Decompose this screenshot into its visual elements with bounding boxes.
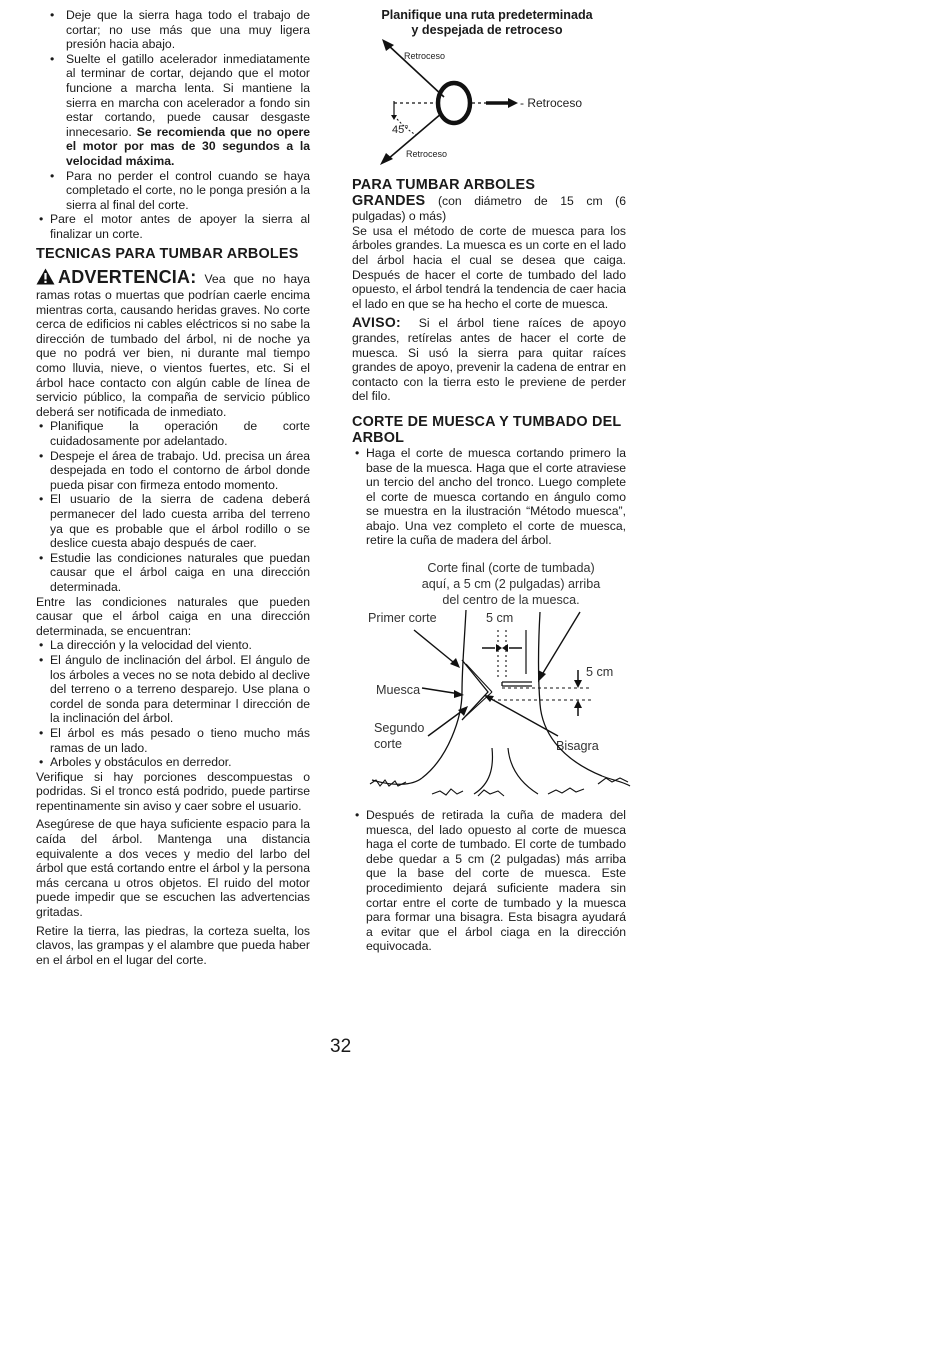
fig1-label-angle: 45° xyxy=(392,124,409,137)
advertencia-paragraph xyxy=(36,268,310,420)
plan-bullet-list xyxy=(36,419,310,594)
fig1-label-right: - Retroceso xyxy=(520,96,583,111)
intro-bullet-list-outer xyxy=(36,212,310,241)
fig1-caption: Planifique una ruta predeterminada y despejada de retroceso xyxy=(381,8,593,37)
fig2-label-primer: Primer corte xyxy=(368,611,437,626)
natural-intro: Entre las condiciones naturales que pueden causar que el árbol caiga en una dirección determinada, se encuentran: xyxy=(36,594,310,638)
kickback-route-diagram xyxy=(366,39,616,165)
fig2-label-segundo: Segundo xyxy=(374,721,425,736)
fig2-label-segundo-corte: corte xyxy=(374,737,402,752)
advertencia-label: ADVERTENCIA: xyxy=(58,266,197,287)
fig2-label-5cm-right: 5 cm xyxy=(586,665,614,680)
natural-bullet-list xyxy=(36,638,310,769)
corte-bullet: • Haga el corte de muesca cortando primero la base de la muesca. Haga que el corte atraviese un tercio del ancho del tronco. Luego complete el corte de muesca cortando en ángulo como se muestra en la ilustración “Método muesca”, abajo. Una vez completo el corte de muesca, retire la cuña de madera del árbol. xyxy=(352,446,626,548)
despues-bullet: • Después de retirada la cuña de madera del muesca, del lado opuesto al corte de muesca haga el corte de tumbado. El corte de tumbado debe quedar a 5 cm (2 pulgadas) más arriba que la base del corte de muesca. Este procedimiento dejará suficiente madera sin cortar entre el corte de tumbado y la muesca para formar una bisagra. Esta bisagra ayudará a evitar que el árbol ciaga en la dirección equivocada. xyxy=(352,808,626,954)
fig1-label-top: Retroceso xyxy=(404,51,446,62)
intro-bullet: • Para no perder el control cuando se haya completado el corte, no le ponga presión a la sierra al final del corte. xyxy=(36,169,310,213)
corte-heading: CORTE DE MUESCA Y TUMBADO DEL ARBOL xyxy=(352,413,622,446)
fig2-caption: Corte final (corte de tumbada) aquí, a 5 cm (2 pulgadas) arriba del centro de la muesca. xyxy=(421,561,601,608)
natural-bullet: • El ángulo de inclinación del árbol. El ángulo de los árboles a veces no se nota debido al declive del terreno o a terreno desparejo. Use plana o cordel de sonda para determinar l dirección de la inclinación del árbol. xyxy=(36,653,310,726)
para-tumbar-heading: PARA TUMBAR ARBOLES xyxy=(352,177,536,194)
intro-bullet-list xyxy=(36,8,310,212)
retire-paragraph: Retire la tierra, las piedras, la corteza suelta, los clavos, las grampas y el alambre que pueda haber en el árbol en el lugar del corte. xyxy=(36,923,310,967)
grandes-heading: GRANDES xyxy=(352,193,426,210)
right-column xyxy=(352,8,626,954)
intro-bullet: • Suelte el gatillo acelerador inmediatamente al terminar de cortar, dejando que el motor funcione a marcha lenta. Si mantiene la sierra en marcha con acelerador a fondo sin estar cortando, puede causar desgaste innecesario. Se recomienda que no opere el motor por mas de 30 segundos a la velocidad máxima. xyxy=(36,52,310,169)
fig2-label-5cm-top: 5 cm xyxy=(486,611,514,626)
tecnicas-heading: TECNICAS PARA TUMBAR ARBOLES xyxy=(36,245,299,262)
page-number: 32 xyxy=(330,1036,352,1057)
natural-bullet: • Arboles y obstáculos en derredor. xyxy=(36,755,310,770)
notch-method-diagram xyxy=(362,608,632,804)
aviso-label: AVISO: xyxy=(352,314,401,331)
plan-bullet: • Estudie las condiciones naturales que puedan causar que el árbol caiga en una dirección determinada. xyxy=(36,551,310,595)
despues-bullet-list xyxy=(352,808,626,954)
natural-bullet: • El árbol es más pesado o tieno mucho más ramas de un lado. xyxy=(36,726,310,755)
verifique-paragraph: Verifique si hay porciones descompuestas o podridas. Si el tronco está podrido, puede partirse repentinamente sin aviso y caer sobre el usuario. xyxy=(36,769,310,813)
bold-recommendation: Se recomienda que no opere el motor por mas de 30 segundos a la velocidad máxima. xyxy=(66,124,310,168)
advertencia-text: Vea que no haya ramas rotas o muertas que podrían caerle encima mientras corta, causando heridas graves. No corte cerca de edificios ni cables eléctricos si no sabe la dirección de tumbado del árbol, ni de noche ya que no podrá ver bien, ni durante mal tiempo como lluvia, nieve, o vientos fuertes, etc. Si el árbol hace contacto con algún cable de línea de servicio público, la compaña de servicio público deberá ser notificada de inmediato. xyxy=(36,271,310,419)
plan-bullet: • El usuario de la sierra de cadena deberá permanecer del lado cuesta arriba del terreno ya que es probable que el árbol rodillo o se deslice cuesta abajo después de caer. xyxy=(36,492,310,550)
asegurese-paragraph: Asegúrese de que haya suficiente espacio para la caída del árbol. Mantenga una distancia equivalente a dos veces y medio del larbo del árbol que está cortando entre el árbol y la persona más cercana u otros objetos. El ruido del motor puede impedir que se escuchen las advertencias gritadas. xyxy=(36,817,310,920)
warning-triangle-icon xyxy=(36,268,55,289)
grandes-line xyxy=(352,193,626,224)
tree-trunk-circle xyxy=(438,83,470,123)
natural-bullet: • La dirección y la velocidad del viento. xyxy=(36,638,310,653)
plan-bullet: • Planifique la operación de corte cuidadosamente por adelantado. xyxy=(36,419,310,448)
fig1-label-bottom: Retroceso xyxy=(406,149,448,160)
plan-bullet: • Despeje el área de trabajo. Ud. precisa un área despejada en todo el contorno de árbol donde pueda pisar con firmeza entodo momento. xyxy=(36,449,310,493)
corte-bullet-list xyxy=(352,446,626,548)
aviso-paragraph: AVISO: Si el árbol tiene raíces de apoyo grandes, retírelas antes de hacer el corte de muesca. Si usó la sierra para quitar raíces grandes de apoyo, prevenir la cadena de entrar en contacto con la tierra esto le previene de perder del filo. xyxy=(352,314,626,404)
grandes-paragraph: Se usa el método de corte de muesca para los árboles grandes. La muesca es un corte en el lado del árbol hacia el cual se desea que caiga. Después de hacer el corte de tumbado del lado opuesto, el árbol tendrá la tendencia de caer hacia el lado en que se ha hecho el corte de muesca. xyxy=(352,223,626,311)
grandes-suffix: (con diámetro de 15 cm (6 pulgadas) o más) xyxy=(352,194,626,224)
fig2-label-muesca: Muesca xyxy=(376,683,421,698)
intro-bullet: • Pare el motor antes de apoyer la sierra al finalizar un corte. xyxy=(36,212,310,241)
fig2-label-bisagra: Bisagra xyxy=(556,739,599,754)
left-column xyxy=(36,8,310,967)
intro-bullet: • Deje que la sierra haga todo el trabajo de cortar; no use más que una muy ligera presión hacia abajo. xyxy=(36,8,310,52)
